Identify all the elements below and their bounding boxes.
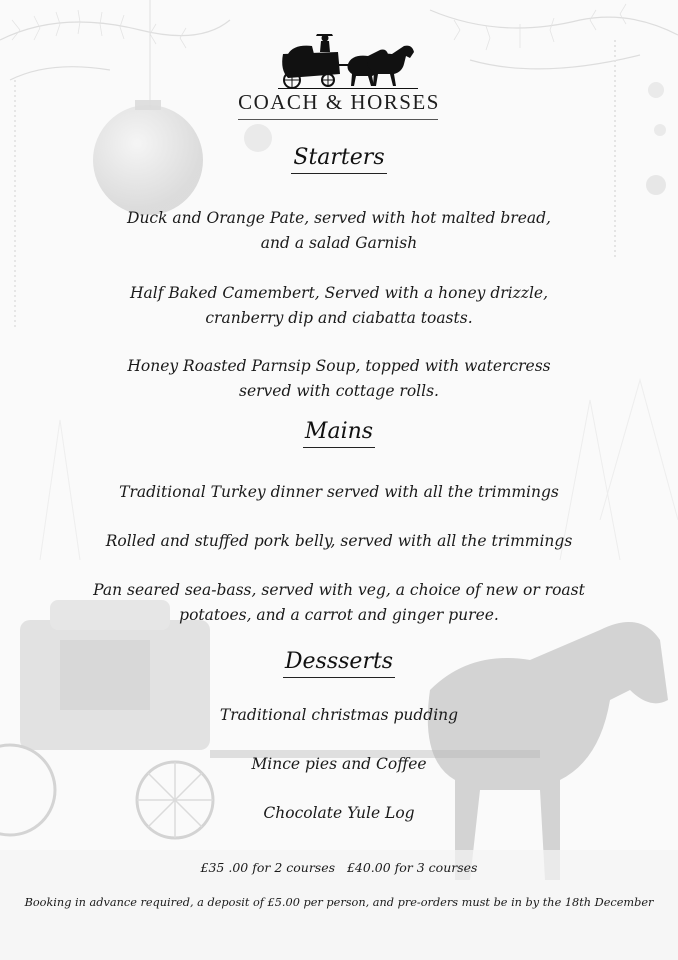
starters-heading: Starters <box>0 144 678 174</box>
dessert-item-yule-log: Chocolate Yule Log <box>263 804 415 822</box>
pricing-text: £35 .00 for 2 courses £40.00 for 3 courses <box>200 860 478 875</box>
mains-heading: Mains <box>0 418 678 448</box>
dessert-item-christmas-pudding: Traditional christmas pudding <box>219 706 459 724</box>
starter-item-parsnip-soup: Honey Roasted Parnsip Soup, topped with watercress served with cottage rolls. <box>127 357 551 400</box>
starter-item-duck-pate: Duck and Orange Pate, served with hot malted bread, and a salad Garnish <box>127 209 551 252</box>
main-item-turkey: Traditional Turkey dinner served with all the trimmings <box>119 483 559 501</box>
desserts-heading: Dessserts <box>0 648 678 678</box>
dessert-item-mince-pies: Mince pies and Coffee <box>251 755 427 773</box>
booking-note: Booking in advance required, a deposit of £5.00 per person, and pre-orders must be in by the 18th December <box>24 896 654 909</box>
starter-item-camembert: Half Baked Camembert, Served with a honey drizzle, cranberry dip and ciabatta toasts. <box>129 284 549 327</box>
main-item-sea-bass: Pan seared sea-bass, served with veg, a choice of new or roast potatoes, and a carrot and ginger puree. <box>93 581 585 624</box>
main-item-pork-belly: Rolled and stuffed pork belly, served with all the trimmings <box>105 532 573 550</box>
brand-name: COACH & HORSES <box>238 90 440 114</box>
brand-underline <box>238 119 438 120</box>
